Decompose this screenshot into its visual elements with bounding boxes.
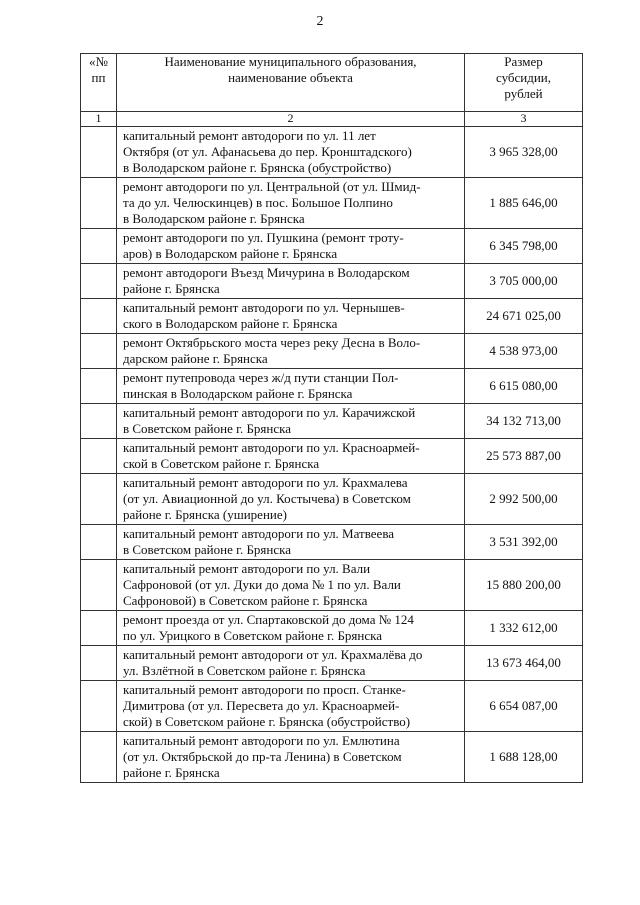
object-name-cell: ремонт путепровода через ж/д пути станции Пол- пинская в Володарском районе г. Брянска bbox=[117, 369, 465, 404]
object-name-cell: капитальный ремонт автодороги по ул. Матвеева в Советском районе г. Брянска bbox=[117, 525, 465, 560]
object-name-cell: капитальный ремонт автодороги по ул. Крахмалева (от ул. Авиационной до ул. Костычева) в Советском районе г. Брянска (уширение) bbox=[117, 474, 465, 525]
column-number: 3 bbox=[465, 112, 583, 127]
row-index-cell bbox=[81, 404, 117, 439]
row-index-cell bbox=[81, 646, 117, 681]
subsidy-amount-cell: 1 332 612,00 bbox=[465, 611, 583, 646]
object-name-cell: ремонт автодороги Въезд Мичурина в Володарском районе г. Брянска bbox=[117, 264, 465, 299]
page-number: 2 bbox=[316, 14, 324, 29]
subsidy-amount-cell: 3 705 000,00 bbox=[465, 264, 583, 299]
table-row bbox=[81, 439, 583, 474]
subsidy-amount-cell: 34 132 713,00 bbox=[465, 404, 583, 439]
object-name-cell: ремонт Октябрьского моста через реку Десна в Воло- дарском районе г. Брянска bbox=[117, 334, 465, 369]
row-index-cell bbox=[81, 732, 117, 783]
row-index-cell bbox=[81, 474, 117, 525]
object-name-cell: капитальный ремонт автодороги по ул. Карачижской в Советском районе г. Брянска bbox=[117, 404, 465, 439]
table-row bbox=[81, 404, 583, 439]
subsidy-amount-cell: 3 965 328,00 bbox=[465, 127, 583, 178]
subsidy-amount-cell: 15 880 200,00 bbox=[465, 560, 583, 611]
subsidy-table bbox=[80, 53, 583, 783]
object-name-cell: капитальный ремонт автодороги от ул. Крахмалёва до ул. Взлётной в Советском районе г. Брянска bbox=[117, 646, 465, 681]
table-row bbox=[81, 127, 583, 178]
subsidy-amount-cell: 2 992 500,00 bbox=[465, 474, 583, 525]
table-row bbox=[81, 560, 583, 611]
row-index-cell bbox=[81, 178, 117, 229]
column-number: 2 bbox=[117, 112, 465, 127]
table-row bbox=[81, 178, 583, 229]
row-index-cell bbox=[81, 560, 117, 611]
subsidy-amount-cell: 3 531 392,00 bbox=[465, 525, 583, 560]
subsidy-amount-cell: 13 673 464,00 bbox=[465, 646, 583, 681]
table-row bbox=[81, 525, 583, 560]
subsidy-amount-cell: 6 654 087,00 bbox=[465, 681, 583, 732]
row-index-cell bbox=[81, 264, 117, 299]
object-name-cell: ремонт автодороги по ул. Пушкина (ремонт троту- аров) в Володарском районе г. Брянска bbox=[117, 229, 465, 264]
column-number: 1 bbox=[81, 112, 117, 127]
column-numbers-row bbox=[81, 112, 583, 127]
header-name: Наименование муниципального образования, наименование объекта bbox=[117, 54, 465, 112]
table-header-row bbox=[81, 54, 583, 112]
subsidy-amount-cell: 25 573 887,00 bbox=[465, 439, 583, 474]
row-index-cell bbox=[81, 681, 117, 732]
header-number: «№ пп bbox=[81, 54, 117, 112]
object-name-cell: капитальный ремонт автодороги по ул. Емлютина (от ул. Октябрьской до пр-та Ленина) в Советском районе г. Брянска bbox=[117, 732, 465, 783]
subsidy-amount-cell: 1 688 128,00 bbox=[465, 732, 583, 783]
row-index-cell bbox=[81, 611, 117, 646]
subsidy-amount-cell: 4 538 973,00 bbox=[465, 334, 583, 369]
subsidy-amount-cell: 6 345 798,00 bbox=[465, 229, 583, 264]
table-row bbox=[81, 646, 583, 681]
table-row bbox=[81, 229, 583, 264]
row-index-cell bbox=[81, 439, 117, 474]
row-index-cell bbox=[81, 369, 117, 404]
table-row bbox=[81, 611, 583, 646]
table-row bbox=[81, 369, 583, 404]
row-index-cell bbox=[81, 334, 117, 369]
object-name-cell: ремонт проезда от ул. Спартаковской до дома № 124 по ул. Урицкого в Советском районе г. Брянска bbox=[117, 611, 465, 646]
object-name-cell: ремонт автодороги по ул. Центральной (от ул. Шмид- та до ул. Челюскинцев) в пос. Большое Полпино в Володарском районе г. Брянска bbox=[117, 178, 465, 229]
row-index-cell bbox=[81, 525, 117, 560]
table-row bbox=[81, 732, 583, 783]
row-index-cell bbox=[81, 299, 117, 334]
object-name-cell: капитальный ремонт автодороги по ул. Чернышев- ского в Володарском районе г. Брянска bbox=[117, 299, 465, 334]
object-name-cell: капитальный ремонт автодороги по ул. Вали Сафроновой (от ул. Дуки до дома № 1 по ул. Вали Сафроновой) в Советском районе г. Брянска bbox=[117, 560, 465, 611]
row-index-cell bbox=[81, 127, 117, 178]
table-row bbox=[81, 299, 583, 334]
table-row bbox=[81, 474, 583, 525]
subsidy-amount-cell: 24 671 025,00 bbox=[465, 299, 583, 334]
header-amount: Размер субсидии, рублей bbox=[465, 54, 583, 112]
table-row bbox=[81, 334, 583, 369]
table-row bbox=[81, 264, 583, 299]
object-name-cell: капитальный ремонт автодороги по ул. Красноармей- ской в Советском районе г. Брянска bbox=[117, 439, 465, 474]
row-index-cell bbox=[81, 229, 117, 264]
subsidy-amount-cell: 1 885 646,00 bbox=[465, 178, 583, 229]
table-row bbox=[81, 681, 583, 732]
object-name-cell: капитальный ремонт автодороги по просп. Станке- Димитрова (от ул. Пересвета до ул. Красноармей- ской) в Советском районе г. Брянска (обустройство) bbox=[117, 681, 465, 732]
subsidy-amount-cell: 6 615 080,00 bbox=[465, 369, 583, 404]
object-name-cell: капитальный ремонт автодороги по ул. 11 лет Октября (от ул. Афанасьева до пер. Кронштадского) в Володарском районе г. Брянска (обустройство) bbox=[117, 127, 465, 178]
